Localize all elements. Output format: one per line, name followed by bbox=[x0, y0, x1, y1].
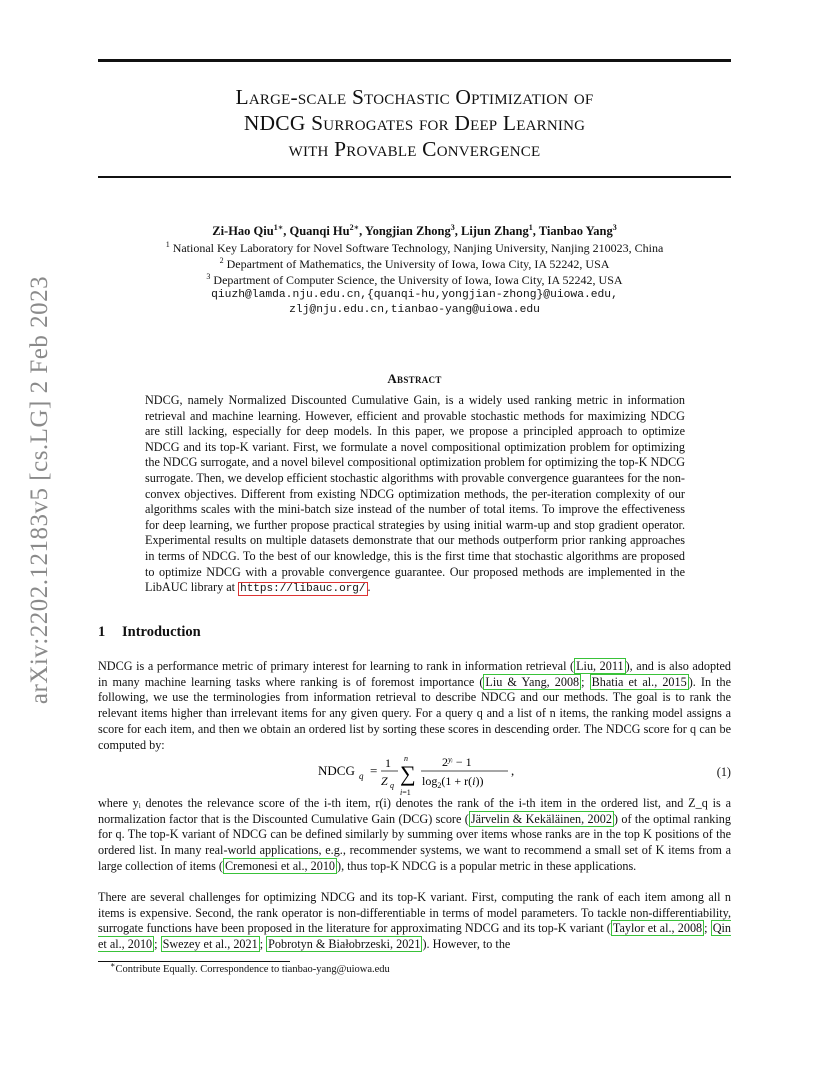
svg-text:∑: ∑ bbox=[400, 761, 416, 786]
abstract-body: NDCG, namely Normalized Discounted Cumulative Gain, is a widely used ranking metric in information retrieval and machine learning. However, efficient and provable stochastic methods for maximizing NDCG are still lacking, especially for deep models. In this paper, we propose a principled approach to optimize NDCG and its top-K variant. First, we formulate a novel compositional optimization problem for optimizing the NDCG surrogate, and a novel bilevel compositional optimization problem for optimizing the top-K NDCG surrogate. Then, we develop efficient stochastic algorithms with provable convergence guarantees for the non-convex objectives. Different from existing NDCG optimization methods, the per-iteration complexity of our algorithms scales with the mini-batch size instead of the number of total items. To improve the effectiveness for deep learning, we further propose practical strategies by using initial warm-up and stop gradient operator. Experimental results on multiple datasets demonstrate that our methods outperform prior ranking approaches in terms of NDCG. To the best of our knowledge, this is the first time that stochastic algorithms are proposed to optimize NDCG with a provable convergence guarantee. Our proposed methods are implemented in the LibAUC library at https://libauc.org/ . bbox=[145, 393, 685, 596]
section-heading-introduction bbox=[98, 624, 201, 641]
citation-link[interactable]: Swezey et al., 2021 bbox=[162, 937, 258, 952]
author-affil-mark: 1∗ bbox=[273, 222, 284, 232]
footnote-rule bbox=[98, 961, 290, 962]
title-line-2: NDCG Surrogates for Deep Learning bbox=[243, 111, 586, 135]
svg-text:2yᵢ − 1: $2^{yᵢ} - 1$ bbox=[442, 755, 472, 769]
equation-lhs-sub: q bbox=[359, 771, 364, 781]
email-line-1: qiuzh@lamda.nju.edu.cn,{quanqi-hu,yongjian-zhong}@uiowa.edu, bbox=[211, 289, 618, 301]
author-affil-mark: 2∗ bbox=[349, 222, 360, 232]
email-line-2: zlj@nju.edu.cn,tianbao-yang@uiowa.edu bbox=[289, 304, 540, 316]
svg-text:1: 1 bbox=[385, 756, 391, 770]
equation-ndcg bbox=[98, 753, 731, 797]
author-name: Yongjian Zhong bbox=[364, 224, 451, 238]
title-line-1: Large-scale Stochastic Optimization of bbox=[235, 85, 594, 109]
author-name: Zi-Hao Qiu bbox=[212, 224, 274, 238]
title-line-3: with Provable Convergence bbox=[288, 137, 541, 161]
svg-text:=: = bbox=[370, 763, 378, 778]
author-affil-mark: 3 bbox=[450, 222, 455, 232]
footnote-mark: ∗ bbox=[110, 960, 116, 970]
intro-paragraph-2: where yᵢ denotes the relevance score of the i-th item, r(i) denotes the rank of the i-th item in the ordered list, and Z_q is a normalization factor that is the Discounted Cumulative Gain (DCG) score ( Järvelin & Kekäläinen, 2002 ) of the optimal ranking for q. The top-K variant of NDCG can be defined similarly by summing over items whose ranks are in the top K positions of the ordered list. In many real-world applications, e.g., recommender systems, we want to recommend a small set of K items from a large collection of items ( Cremonesi et al., 2010 ), thus top-K NDCG is a popular metric in these applications. bbox=[98, 796, 731, 873]
libauc-link[interactable]: https://libauc.org/ bbox=[240, 583, 366, 596]
citation-link[interactable]: Pobrotyn & Białobrzeski, 2021 bbox=[268, 937, 421, 952]
intro-paragraph-1: NDCG is a performance metric of primary interest for learning to rank in information retrieval ( Liu, 2011 ), and is also adopted in many machine learning tasks where ranking is of foremost importance ( Liu & Yang, 2008 ; Bhatia et al., 2015 ). In the following, we use the terminologies from information retrieval to describe NDCG and our methods. The goal is to rank the relevant items higher than irrelevant items for any given query. For a query q and a list of n items, the ranking model assigns a score for each item, and then we obtain an ordered list by sorting these scores in descending order. The NDCG score for q can be computed by: bbox=[98, 659, 732, 752]
svg-text:,: , bbox=[511, 763, 515, 778]
author-name: Lijun Zhang bbox=[460, 224, 529, 238]
citation-link[interactable]: Qin et al., 2010 bbox=[98, 921, 731, 952]
author-affil-mark: 1 bbox=[528, 222, 533, 232]
citation-link[interactable]: Järvelin & Kekäläinen, 2002 bbox=[470, 811, 612, 826]
title-bottom-rule bbox=[98, 176, 731, 178]
affiliation-2: $^2$ Department of Mathematics, the University of Iowa, Iowa City, IA 52242, USA bbox=[219, 256, 610, 271]
affiliation-1: $^1$ National Key Laboratory for Novel Software Technology, Nanjing University, Nanjing 210023, China bbox=[165, 240, 664, 255]
affiliation-3: $^3$ Department of Computer Science, the University of Iowa, Iowa City, IA 52242, USA bbox=[206, 272, 623, 287]
citation-link[interactable]: Liu & Yang, 2008 bbox=[485, 674, 580, 689]
author-affil-mark: 3 bbox=[612, 222, 617, 232]
citation-link[interactable]: Cremonesi et al., 2010 bbox=[225, 858, 336, 873]
title-top-rule bbox=[98, 59, 731, 62]
citation-link[interactable]: Taylor et al., 2008 bbox=[612, 921, 703, 936]
svg-text:log2(1 + r(i)): $\log_2(1 + r(i))$ bbox=[422, 774, 484, 790]
footnote bbox=[110, 960, 390, 975]
citation-link[interactable]: Liu, 2011 bbox=[576, 659, 624, 673]
svg-text:Z: Z bbox=[381, 774, 388, 788]
author-name: Tianbao Yang bbox=[538, 224, 613, 238]
citation-link[interactable]: Bhatia et al., 2015 bbox=[591, 674, 687, 689]
section-title: Introduction bbox=[122, 624, 201, 640]
equation-number: (1) bbox=[716, 765, 731, 779]
section-number: 1 bbox=[98, 624, 106, 640]
author-name: Quanqi Hu bbox=[289, 224, 350, 238]
svg-text:i=1: i=1 bbox=[400, 788, 411, 797]
author-list: Zi-Hao Qiu$^{1∗}$, Quanqi $Hu^{2∗}$, Yongjian Zhong$^3$, Lijun Zhang$^1$, Tianbao Yang$^3$ bbox=[212, 222, 617, 238]
svg-text:n: n bbox=[404, 754, 408, 763]
equation-formula bbox=[318, 753, 738, 797]
footnote-text: Contribute Equally. Correspondence to tianbao-yang@uiowa.edu bbox=[115, 964, 390, 975]
equation-lhs: NDCG bbox=[318, 763, 355, 778]
arxiv-stamp: arXiv:2202.12183v5 [cs.LG] 2 Feb 2023 bbox=[26, 275, 53, 705]
abstract-heading: Abstract bbox=[387, 371, 442, 386]
intro-paragraph-3: There are several challenges for optimizing NDCG and its top-K variant. First, computing the rank of each item among all n items is expensive. Second, the rank operator is non-differentiable in terms of model parameters. To tackle non-differentiability, surrogate functions have been proposed in the literature for approximating NDCG and its top-K variant ( Taylor et al., 2008 ; Qin et al., 2010 ; Swezey et al., 2021 ; Pobrotyn & Białobrzeski, 2021 ). However, to the bbox=[98, 890, 731, 952]
svg-text:q: q bbox=[390, 781, 394, 790]
